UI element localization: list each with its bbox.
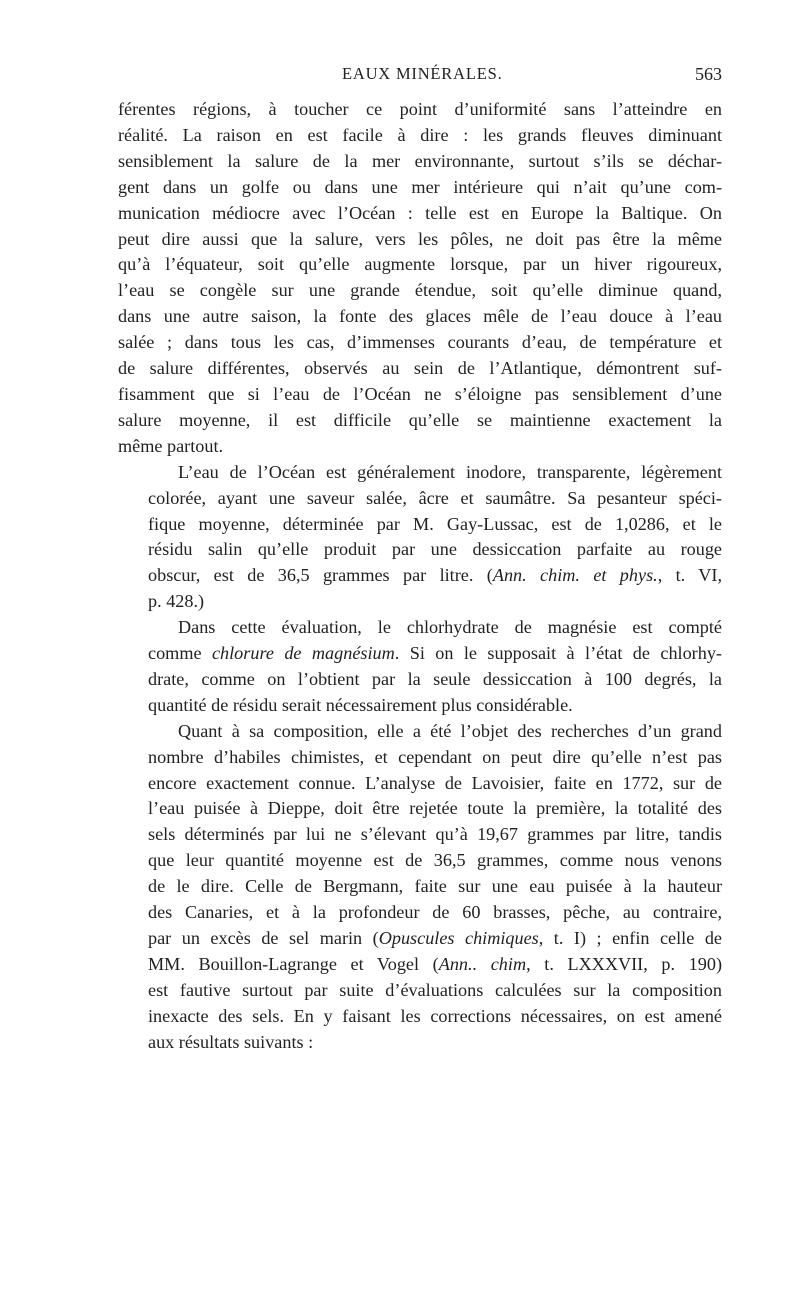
page-number: 563 <box>695 64 722 84</box>
text-line: est fautive surtout par suite d’évaluations calculées sur la composition <box>148 979 722 1000</box>
body-text <box>118 97 722 1056</box>
text-line: qu’à l’équateur, soit qu’elle augmente lorsque, par un hiver rigoureux, <box>118 254 722 275</box>
text-line: salure moyenne, il est difficile qu’elle se maintienne exactement la <box>118 409 722 430</box>
text-line: des Canaries, et à la profondeur de 60 brasses, pêche, au contraire, <box>148 902 722 923</box>
text-line: colorée, ayant une saveur salée, âcre et saumâtre. Sa pesanteur spéci- <box>148 487 722 508</box>
text-line: comme chlorure de magnésium. Si on le supposait à l’état de chlorhy- <box>148 643 722 664</box>
text-line: peut dire aussi que la salure, vers les pôles, ne doit pas être la même <box>118 228 722 249</box>
text-line: nombre d’habiles chimistes, et cependant on peut dire qu’elle n’est pas <box>148 746 722 767</box>
text-line: fisamment que si l’eau de l’Océan ne s’éloigne pas sensiblement d’une <box>118 383 722 404</box>
text-line: réalité. La raison en est facile à dire : les grands fleuves diminuant <box>118 124 722 145</box>
paragraph <box>118 97 722 460</box>
text-line: p. 428.) <box>148 591 205 612</box>
text-line: l’eau se congèle sur une grande étendue, soit qu’elle diminue quand, <box>118 280 722 301</box>
text-line: Dans cette évaluation, le chlorhydrate de magnésie est compté <box>178 617 722 638</box>
text-line: de salure différentes, observés au sein de l’Atlantique, démontrent suf- <box>118 358 722 379</box>
text-line: MM. Bouillon-Lagrange et Vogel (Ann.. chim, t. LXXXVII, p. 190) <box>148 953 723 974</box>
text-line: L’eau de l’Océan est généralement inodore, transparente, légèrement <box>178 461 722 482</box>
text-line: aux résultats suivants : <box>148 1031 314 1052</box>
text-line: quantité de résidu serait nécessairement plus considérable. <box>148 694 573 715</box>
running-title: EAUX MINÉRALES. <box>342 64 503 83</box>
text-line: Quant à sa composition, elle a été l’objet des recherches d’un grand <box>178 720 722 741</box>
text-line: gent dans un golfe ou dans une mer intérieure qui n’ait qu’une com- <box>118 176 722 197</box>
text-line: obscur, est de 36,5 grammes par litre. (Ann. chim. et phys., t. VI, <box>148 565 722 586</box>
text-line: munication médiocre avec l’Océan : telle est en Europe la Baltique. On <box>118 202 722 223</box>
text-line: l’eau puisée à Dieppe, doit être rejetée toute la première, la totalité des <box>148 798 722 819</box>
text-line: fique moyenne, déterminée par M. Gay-Lussac, est de 1,0286, et le <box>148 513 722 534</box>
page-header <box>118 64 722 90</box>
paragraph <box>118 719 722 1056</box>
paragraph <box>118 615 722 719</box>
text-line: sensiblement la salure de la mer environnante, surtout s’ils se déchar- <box>118 150 722 171</box>
text-line: encore exactement connue. L’analyse de Lavoisier, faite en 1772, sur de <box>148 772 722 793</box>
text-line: salée ; dans tous les cas, d’immenses courants d’eau, de température et <box>118 332 722 353</box>
text-line: par un excès de sel marin (Opuscules chimiques, t. I) ; enfin celle de <box>148 928 722 948</box>
text-line: de le dire. Celle de Bergmann, faite sur une eau puisée à la hauteur <box>148 876 722 897</box>
text-line: sels déterminés par lui ne s’élevant qu’à 19,67 grammes par litre, tandis <box>148 824 722 845</box>
text-line: férentes régions, à toucher ce point d’uniformité sans l’atteindre en <box>118 99 722 119</box>
text-line: inexacte des sels. En y faisant les corrections nécessaires, on est amené <box>148 1005 722 1026</box>
paragraph <box>118 460 722 615</box>
text-line: dans une autre saison, la fonte des glaces mêle de l’eau douce à l’eau <box>118 306 722 327</box>
text-line: résidu salin qu’elle produit par une dessiccation parfaite au rouge <box>148 539 722 560</box>
text-line: même partout. <box>118 435 224 456</box>
text-line: drate, comme on l’obtient par la seule dessiccation à 100 degrés, la <box>148 668 722 689</box>
text-line: que leur quantité moyenne est de 36,5 grammes, comme nous venons <box>148 850 722 871</box>
